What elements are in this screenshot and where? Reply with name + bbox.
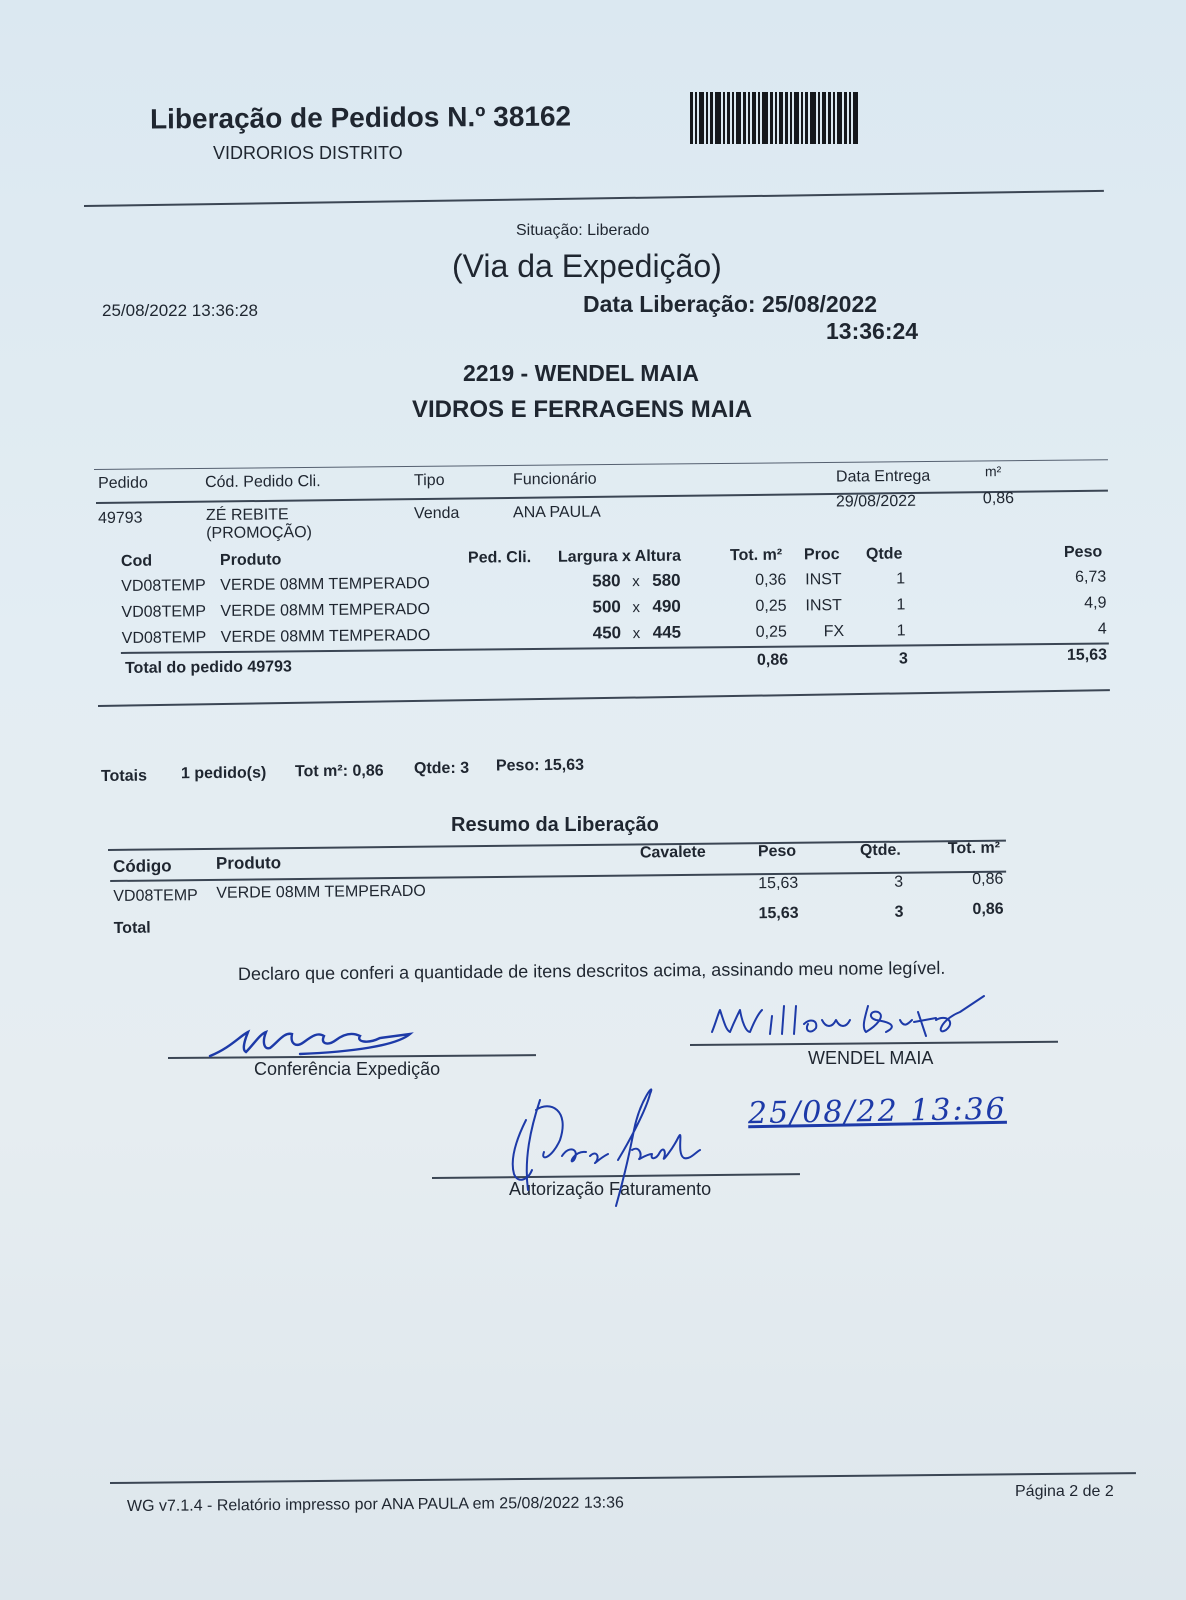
order-total-qtde: 3 — [898, 650, 908, 668]
summary-total-qtde: 3 — [894, 903, 904, 921]
summary-col-produto: Produto — [215, 853, 282, 873]
item-largura: 580 — [592, 571, 621, 591]
summary-col-cavalete: Cavalete — [639, 843, 706, 862]
items-col-tot-m2: Tot. m² — [729, 546, 783, 565]
order-total-label: Total do pedido 49793 — [124, 658, 292, 677]
barcode — [690, 92, 868, 144]
item-peso: 4,9 — [1084, 594, 1107, 612]
client-order-code-line2: (PROMOÇÃO) — [206, 524, 313, 543]
item-produto: VERDE 08MM TEMPERADO — [220, 575, 430, 595]
col-pedido: Pedido — [97, 474, 148, 492]
item-altura: 490 — [652, 596, 681, 616]
item-cod: VD08TEMP — [121, 629, 207, 647]
item-qtde: 1 — [896, 596, 906, 614]
release-time: 13:36:24 — [826, 318, 919, 344]
item-cod: VD08TEMP — [121, 577, 206, 595]
summary-produto: VERDE 08MM TEMPERADO — [216, 882, 426, 902]
situation-text: Situação: Liberado — [516, 222, 650, 239]
item-x: x — [632, 625, 641, 643]
item-qtde: 1 — [896, 622, 906, 640]
items-col-proc: Proc — [803, 546, 840, 564]
employee-name: ANA PAULA — [512, 503, 601, 522]
item-cod: VD08TEMP — [121, 603, 207, 621]
order-total-peso: 15,63 — [1066, 646, 1108, 664]
item-proc: FX — [823, 623, 845, 641]
signature-label-client: WENDEL MAIA — [808, 1048, 934, 1068]
client-name: 2219 - WENDEL MAIA — [463, 360, 700, 386]
summary-col-peso: Peso — [757, 842, 797, 861]
items-col-qtde: Qtde — [865, 545, 903, 563]
col-tipo: Tipo — [413, 471, 445, 490]
delivery-date: 29/08/2022 — [835, 492, 917, 511]
signature-expedicao-handwriting — [200, 1018, 440, 1063]
footer-rule — [110, 1472, 1136, 1484]
handwritten-date: 25/08/22 13:36 — [747, 1091, 1008, 1132]
summary-title: Resumo da Liberação — [451, 814, 659, 836]
item-altura: 445 — [652, 622, 682, 642]
order-number: 49793 — [97, 509, 143, 527]
item-produto: VERDE 08MM TEMPERADO — [220, 601, 431, 621]
item-tot-m2: 0,25 — [755, 623, 787, 641]
totals-orders: 1 pedido(s) — [180, 764, 267, 783]
summary-col-tot-m2: Tot. m² — [947, 839, 1001, 858]
item-largura: 500 — [592, 597, 621, 617]
col-data-entrega: Data Entrega — [835, 467, 931, 486]
header-rule — [84, 190, 1104, 207]
summary-codigo: VD08TEMP — [113, 887, 198, 905]
signature-client-handwriting — [700, 992, 1000, 1052]
client-company: VIDROS E FERRAGENS MAIA — [412, 396, 753, 423]
item-x: x — [632, 599, 641, 617]
item-tot-m2: 0,25 — [755, 597, 787, 615]
signature-label-expedicao: Conferência Expedição — [254, 1059, 441, 1079]
item-x: x — [632, 573, 640, 591]
totals-label: Totais — [100, 767, 148, 785]
order-header-rule — [96, 490, 1108, 504]
release-date: Data Liberação: 25/08/2022 — [583, 291, 878, 317]
item-produto: VERDE 08MM TEMPERADO — [220, 627, 431, 647]
order-total-m2: 0,86 — [756, 651, 789, 669]
summary-total-tot-m2: 0,86 — [972, 900, 1004, 918]
summary-peso: 15,63 — [758, 874, 799, 893]
summary-qtde: 3 — [894, 873, 904, 891]
item-proc: INST — [805, 597, 843, 615]
order-table-top-rule — [94, 459, 1108, 470]
declaration-text: Declaro que conferi a quantidade de itens descritos acima, assinando meu nome legível. — [237, 957, 946, 984]
totals-peso: Peso: 15,63 — [495, 756, 585, 775]
summary-total-peso: 15,63 — [758, 904, 799, 923]
signature-faturamento-handwriting — [500, 1080, 730, 1210]
summary-col-codigo: Código — [112, 856, 172, 876]
items-col-largura-altura: Largura x Altura — [557, 547, 682, 566]
item-qtde: 1 — [896, 570, 906, 588]
items-col-cod: Cod — [120, 552, 153, 570]
company-name: VIDRORIOS DISTRITO — [213, 143, 403, 163]
summary-tot-m2: 0,86 — [972, 870, 1004, 888]
col-cod-pedido-cli: Cód. Pedido Cli. — [204, 473, 321, 492]
totals-qtde: Qtde: 3 — [413, 759, 470, 778]
items-col-peso: Peso — [1063, 543, 1103, 561]
col-funcionario: Funcionário — [512, 470, 597, 489]
item-largura: 450 — [592, 623, 622, 643]
print-timestamp: 25/08/2022 13:36:28 — [102, 301, 258, 320]
summary-col-qtde: Qtde. — [859, 841, 901, 860]
summary-total-label: Total — [113, 919, 151, 937]
footer-report-info: WG v7.1.4 - Relatório impresso por ANA PAULA em 25/08/2022 13:36 — [126, 1494, 624, 1515]
items-bottom-rule — [98, 689, 1110, 707]
copy-label: (Via da Expedição) — [452, 248, 722, 284]
items-col-produto: Produto — [219, 551, 282, 570]
item-altura: 580 — [652, 570, 681, 590]
totals-m2: Tot m²: 0,86 — [294, 762, 384, 781]
order-type: Venda — [413, 504, 460, 523]
item-peso: 4 — [1097, 620, 1107, 638]
item-peso: 6,73 — [1074, 568, 1107, 586]
order-m2: 0,86 — [982, 489, 1015, 508]
items-col-ped-cli: Ped. Cli. — [467, 549, 532, 567]
footer-page-number: Página 2 de 2 — [1015, 1483, 1114, 1500]
col-m2: m² — [984, 463, 1002, 480]
document-title: Liberação de Pedidos N.º 38162 — [149, 100, 572, 135]
item-tot-m2: 0,36 — [755, 571, 787, 589]
signature-label-faturamento: Autorização Faturamento — [509, 1179, 712, 1199]
client-order-code: ZÉ REBITE — [205, 506, 289, 525]
item-proc: INST — [805, 571, 842, 589]
